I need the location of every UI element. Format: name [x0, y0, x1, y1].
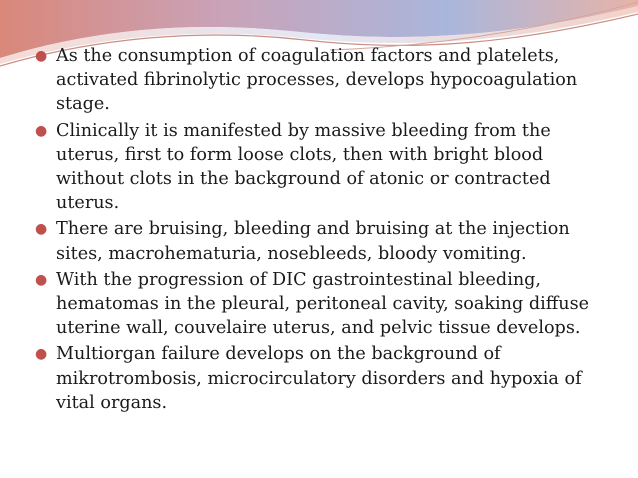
- bullet-item: [34, 44, 604, 117]
- bullet-dot-icon: ●: [35, 346, 48, 363]
- bullet-item: [34, 119, 604, 216]
- bullet-item: [34, 217, 604, 265]
- bullet-dot-icon: ●: [35, 48, 48, 64]
- bullet-dot-icon: ●: [35, 271, 48, 288]
- bullet-text: With the progression of DIC gastrointestinal bleeding, hematomas in the pleural, peritoneal cavity, soaking diffuse uterine wall, couvelaire uterus, and pelvic tissue develops.: [56, 269, 590, 339]
- bullet-text: As the consumption of coagulation factors and platelets, activated fibrinolytic processes, develops hypocoagulation stage.: [56, 46, 578, 115]
- bullet-item: [34, 342, 604, 415]
- bullet-dot-icon: ●: [35, 122, 48, 139]
- bullet-item: [34, 268, 604, 341]
- bullet-text: Clinically it is manifested by massive bleeding from the uterus, first to form loose clots, then with bright blood without clots in the background of atonic or contracted uterus.: [56, 120, 551, 214]
- bullet-dot-icon: ●: [35, 221, 48, 238]
- bullet-list: [34, 44, 604, 417]
- bullet-text: There are bruising, bleeding and bruising at the injection sites, macrohematuria, nosebleeds, bloody vomiting.: [56, 219, 570, 264]
- bullet-text: Multiorgan failure develops on the background of mikrotrombosis, microcirculatory disorders and hypoxia of vital organs.: [56, 344, 582, 413]
